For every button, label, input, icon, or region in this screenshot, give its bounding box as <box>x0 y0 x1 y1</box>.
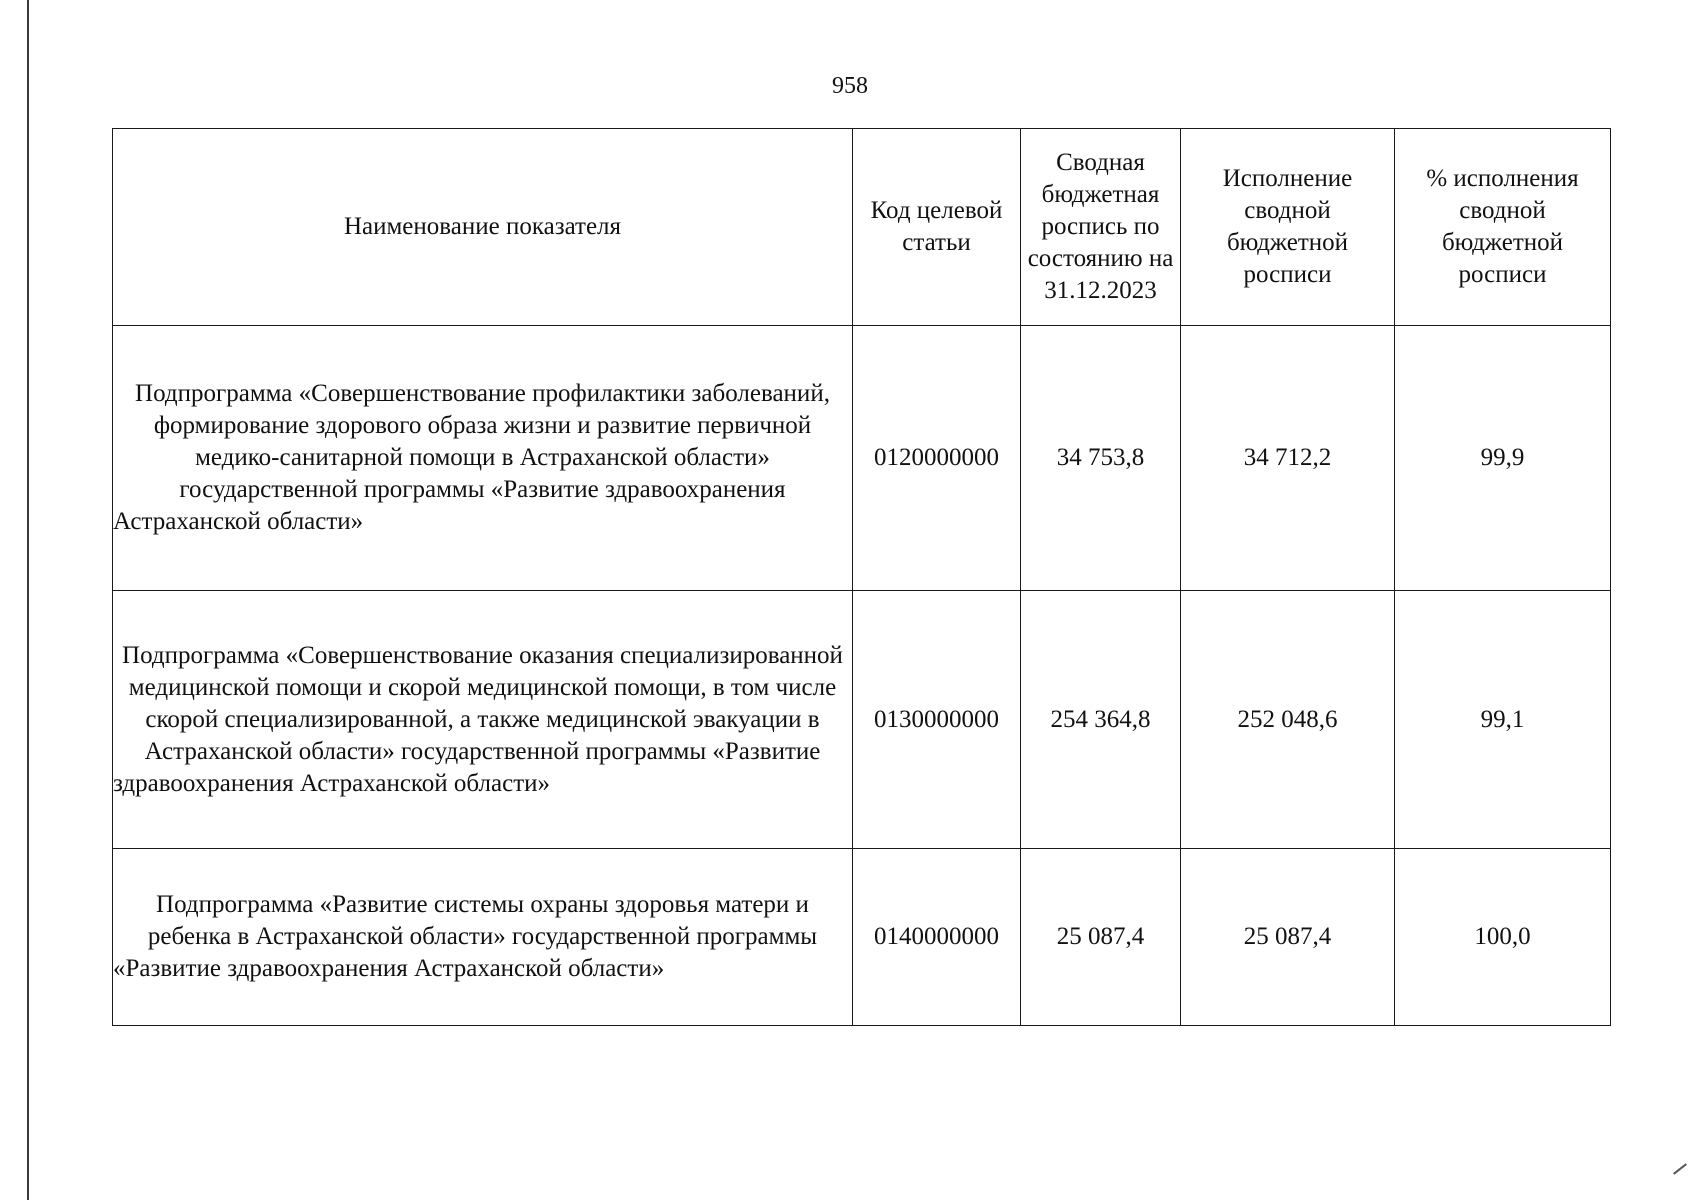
table-row <box>113 591 1611 849</box>
row-target-code: 0120000000 <box>853 326 1021 591</box>
table-row <box>113 326 1611 591</box>
header-budget-execution: Исполнение сводной бюджетной росписи <box>1181 129 1395 326</box>
row-indicator-name: Подпрограмма «Совершенствование оказания специализированной медицинской помощи и скорой медицинской помощи, в том числе скорой специализированной, а также медицинской эвакуации в Астраханской области» государственной программы «Развитие здравоохранения Астраханской области» <box>113 591 853 849</box>
row-indicator-name: Подпрограмма «Совершенствование профилактики заболеваний, формирование здорового образа жизни и развитие первичной медико-санитарной помощи в Астраханской области» государственной программы «Развитие здравоохранения Астраханской области» <box>113 326 853 591</box>
row-target-code: 0140000000 <box>853 849 1021 1026</box>
row-budget-plan: 34 753,8 <box>1021 326 1181 591</box>
row-target-code: 0130000000 <box>853 591 1021 849</box>
row-execution-percent: 100,0 <box>1395 849 1611 1026</box>
header-target-code: Код целевой статьи <box>853 129 1021 326</box>
row-budget-execution: 252 048,6 <box>1181 591 1395 849</box>
binding-margin-line <box>27 0 29 1200</box>
row-budget-execution: 25 087,4 <box>1181 849 1395 1026</box>
row-execution-percent: 99,9 <box>1395 326 1611 591</box>
row-budget-plan: 254 364,8 <box>1021 591 1181 849</box>
pen-stroke-mark <box>1673 1163 1687 1174</box>
budget-execution-table <box>112 128 1611 1026</box>
table-header-row <box>113 129 1611 326</box>
header-indicator-name: Наименование показателя <box>113 129 853 326</box>
table-row <box>113 849 1611 1026</box>
page-number: 958 <box>832 73 868 99</box>
row-budget-execution: 34 712,2 <box>1181 326 1395 591</box>
row-budget-plan: 25 087,4 <box>1021 849 1181 1026</box>
header-budget-plan: Сводная бюджетная роспись по состоянию на 31.12.2023 <box>1021 129 1181 326</box>
row-indicator-name: Подпрограмма «Развитие системы охраны здоровья матери и ребенка в Астраханской области» государственной программы «Развитие здравоохранения Астраханской области» <box>113 849 853 1026</box>
row-execution-percent: 99,1 <box>1395 591 1611 849</box>
header-execution-percent: % исполнения сводной бюджетной росписи <box>1395 129 1611 326</box>
